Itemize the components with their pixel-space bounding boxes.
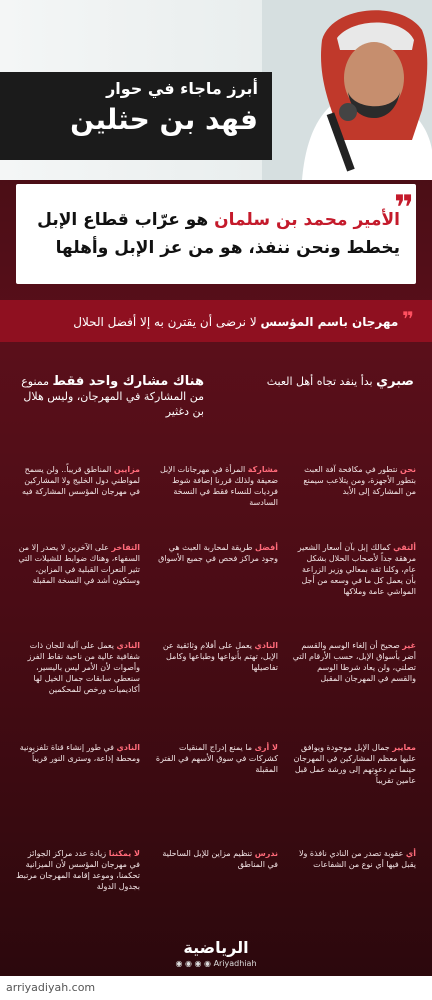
social-handle [150, 959, 282, 968]
cell-key: مشاركة [247, 465, 278, 474]
quote-cell [154, 542, 278, 564]
cell-text: نتطور في مكافحة آفة العبث بتطور الأجهزة، ومن يتلاعب سيمنع من المشاركة إلى الأبد [303, 465, 416, 496]
headline-card [16, 184, 416, 284]
cell-key: مزايين [113, 465, 140, 474]
quote-cell [292, 640, 416, 684]
intro-right [236, 374, 414, 434]
cell-text: يعمل على أفلام وثائقية عن الإبل، تهتم بأنواعها وطباعها وكامل تفاصيلها [162, 641, 278, 672]
cell-key: نحن [400, 465, 416, 474]
hero-photo-area [0, 0, 432, 180]
cell-text: يعمل على آلية للجان ذات شفافية عالية من ناحية نقاط الفرز وأصوات لأن الأمر ليس باليسير، سنعطي سابقات جمال الخيل لها أكاديميات ورخص للمحكمين [27, 641, 140, 694]
cell-text: على الآخرين لا يصدر إلا من السفهاء، وهناك ضوابط للشيلات التي تثير النعرات القبلية في المزاين، وستكون أشد في النسخة المقبلة [18, 543, 140, 585]
quote-cell [154, 464, 278, 508]
cell-key: غير [402, 641, 416, 650]
quote-cell [292, 848, 416, 870]
cell-text: جمال الإبل موجودة ويوافق عليها معظم المشاركين في المهرجان حينما تم دعوتهم إلى ورشة عمل قبل عامين تقريباً [293, 743, 416, 785]
cell-text: المناطق قريباً.. ولن يسمح لمواطني دول الخليج ولا المشاركين في مهرجان المؤسس المشاركة فيه [22, 465, 140, 496]
social-icons: ◉ ◉ ◉ ◉ [175, 959, 214, 968]
brand-logo [150, 938, 282, 974]
cell-text: عقوبة تصدر من النادي نافذة ولا يقبل فيها أي نوع من الشفاعات [298, 849, 416, 869]
interview-title-box [0, 72, 272, 160]
quote-cell [292, 742, 416, 786]
intro-left-text: ممنوع من المشاركة في المهرجان، وليس هلال بن دغثير [21, 375, 204, 418]
interviewee-name: فهد بن حثلين [70, 103, 258, 136]
intro-left [14, 374, 204, 434]
quote-cell [16, 640, 140, 695]
cell-text: تنظيم مزاين للإبل الساحلية في المناطق [162, 849, 278, 869]
cell-key: ندرس [254, 849, 278, 858]
cell-text: طريقة لمحاربة العبث هي وجود مراكز فحص في جميع الأسواق [158, 543, 278, 563]
intro-right-key: صبري [376, 374, 414, 389]
cell-key: ألتقي [393, 543, 416, 552]
quote-mark-icon: ❞ [394, 188, 414, 228]
quote-cell [16, 742, 140, 764]
quote-cell [16, 542, 140, 586]
footer-bar [0, 976, 432, 1000]
cell-key: معايير [392, 743, 416, 752]
cell-text: صحيح أن إلغاء الوسم والقسم أضر بأسواق الإبل، حسب الأرقام التي تصلني، ولن يعاد شرطا الوسم والقسم في المهرجان المقبل [292, 641, 416, 683]
quote-cell [292, 542, 416, 597]
cell-key: لا يمكننا [108, 849, 140, 858]
speaker-photo [262, 0, 432, 180]
logo-text: الرياضية [183, 938, 249, 957]
headline-line-1 [32, 206, 400, 234]
headline-line-1-rest: هو عرّاب قطاع الإبل [37, 210, 215, 230]
banner-bold: مهرجان باسم المؤسس [260, 315, 399, 329]
quotes-grid [12, 458, 420, 918]
cell-key: أفضل [254, 543, 278, 552]
quote-cell [16, 848, 140, 892]
cell-text: ما يمنع إدراج المنقيات كشركات في سوق الأسهم في الفترة المقبلة [155, 743, 278, 774]
cell-key: التفاخر [111, 543, 140, 552]
intro-right-text: بدأ ينفد تجاه أهل العبث [266, 375, 377, 388]
cell-key: النادي [254, 641, 278, 650]
cell-key: لا أرى [254, 743, 278, 752]
intro-left-key: هناك مشارك واحد فقط [52, 374, 204, 389]
cell-text: زيادة عدد مراكز الجوائز في مهرجان المؤسس لأن الميزانية تحكمنا، وموعد إقامة المهرجان مرتبط بجدول الدولة [16, 849, 140, 891]
site-url[interactable]: arriyadiyah.com [6, 981, 96, 994]
quote-cell [292, 464, 416, 497]
quote-banner [0, 300, 432, 342]
quote-cell [16, 464, 140, 497]
cell-key: النادي [116, 743, 140, 752]
cell-text: المرأة في مهرجانات الإبل ضعيفة ولذلك قررنا إضافة شوط فرديات للنساء فقط في النسخة السادسة [159, 465, 278, 507]
cell-text: في طور إنشاء قناة تلفزيونية ومحطة إذاعة، وسترى النور قريباً [19, 743, 140, 763]
quote-cell [154, 640, 278, 673]
cell-text: كمالك إبل بآن أسعار الشعير مرهقة جداً لأصحاب الحلال بشكل عام، وكلنا ثقة بمعالي وزير الزراعة بأن يعمل كل ما في وسعه من أجل المواشي عامة وملاكها [297, 543, 416, 596]
cell-key: النادي [116, 641, 140, 650]
quote-cell [154, 742, 278, 775]
handle-text: Ariyadhiah [213, 959, 257, 968]
headline-highlight: الأمير محمد بن سلمان [214, 210, 400, 230]
quote-mark-icon: ❞ [402, 307, 414, 331]
cell-key: أي [405, 849, 416, 858]
interview-subtitle: أبرز ماجاء في حوار [106, 79, 258, 98]
headline-line-2: يخطط ونحن ننفذ، هو من عز الإبل وأهلها [55, 238, 400, 258]
quote-cell [154, 848, 278, 870]
banner-rest: لا نرضى أن يقترن به إلا أفضل الحلال [73, 315, 261, 329]
